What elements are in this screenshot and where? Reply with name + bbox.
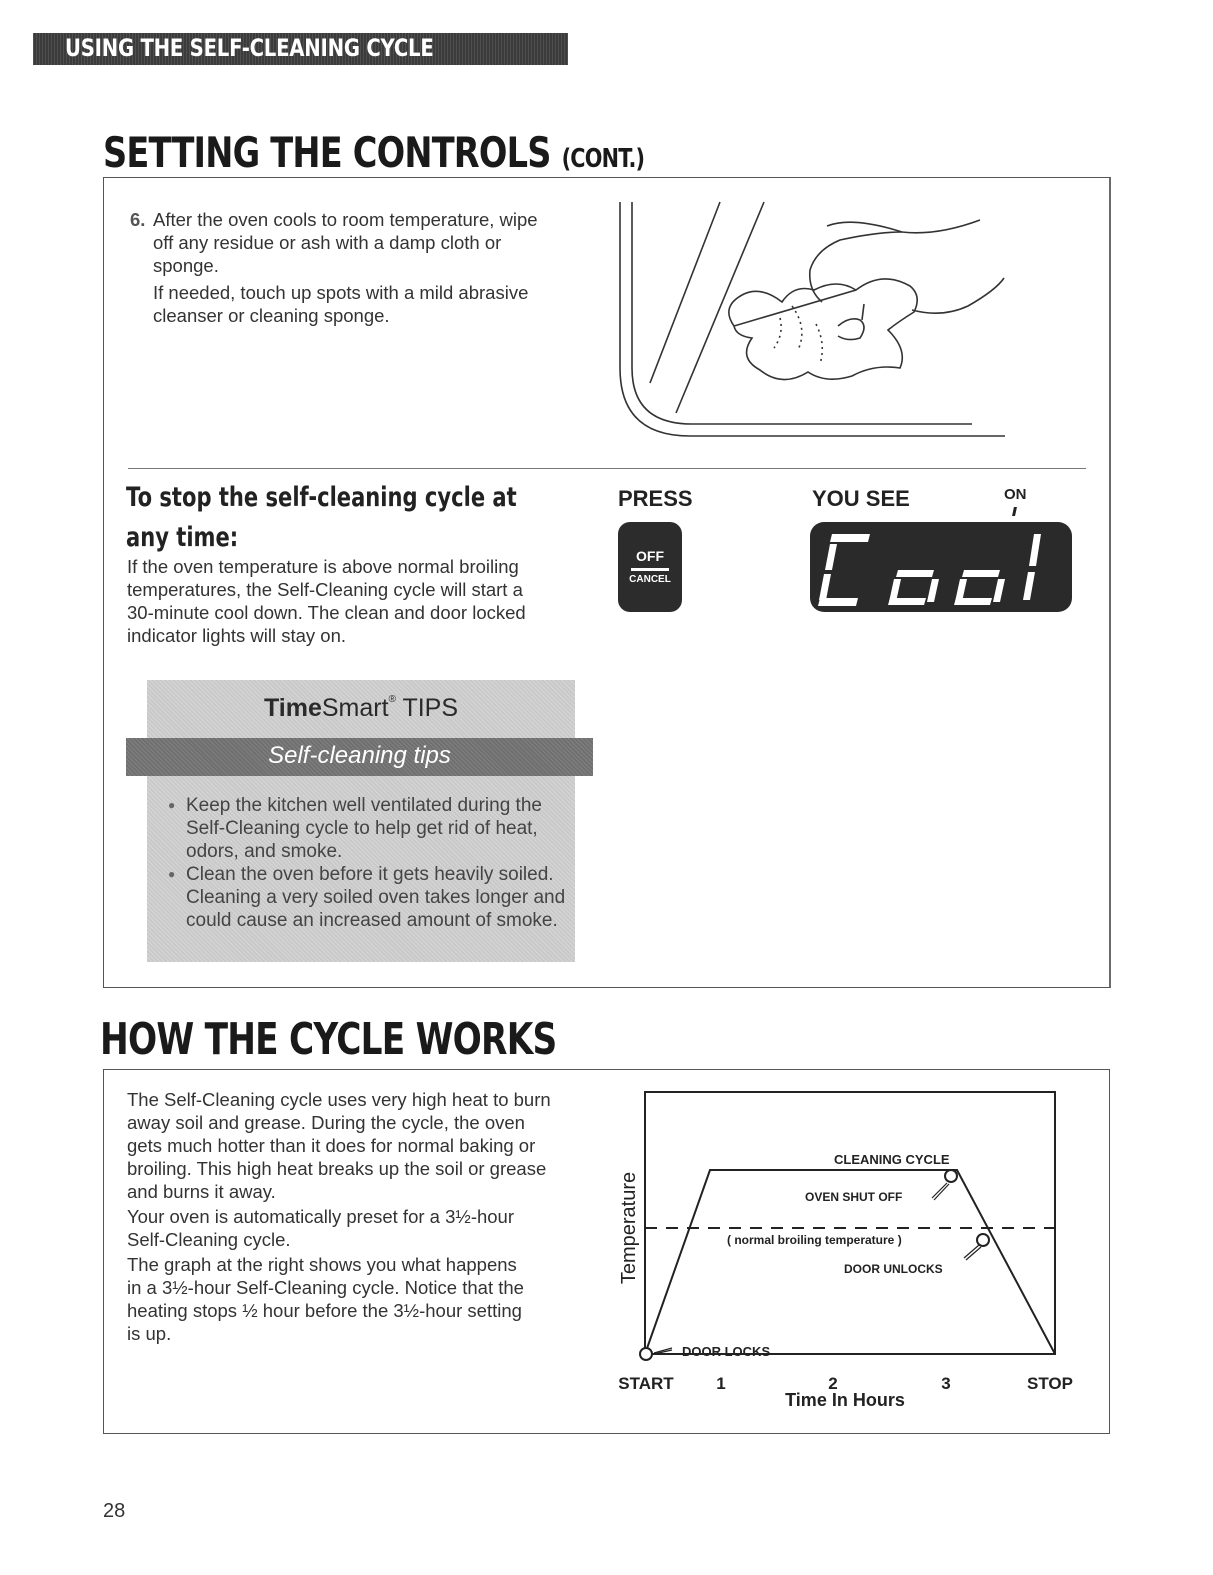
step-6 [130, 208, 600, 327]
you-see-label: YOU SEE [812, 486, 910, 511]
how-p2-line: Self-Cleaning cycle. [127, 1229, 291, 1250]
button-divider [631, 568, 669, 571]
step-line-1: After the oven cools to room temperature, wipe [153, 209, 538, 230]
how-p3-line: in a 3½-hour Self-Cleaning cycle. Notice that the [127, 1277, 524, 1298]
step-line-2: off any residue or ash with a damp cloth or [153, 232, 502, 253]
stop-cycle-body [127, 555, 587, 647]
banner-title: USING THE SELF-CLEANING CYCLE [65, 34, 434, 62]
how-p1-line: gets much hotter than it does for normal baking or [127, 1135, 536, 1156]
stop-heading-line-2: any time: [126, 522, 239, 553]
tip-item: ● Keep the kitchen well ventilated during the Self-Cleaning cycle to help get rid of heat, odors, and smoke. [162, 794, 572, 863]
how-p1-line: and burns it away. [127, 1181, 276, 1202]
section-banner [33, 33, 568, 65]
how-p3-line: The graph at the right shows you what happens [127, 1254, 517, 1275]
timesmart-tips-title [147, 694, 575, 723]
x-tick-3: 3 [941, 1374, 951, 1393]
seven-segment-readout [810, 522, 1072, 612]
x-axis-label: Time In Hours [785, 1390, 905, 1410]
cycle-graph [612, 1088, 1082, 1418]
press-label: PRESS [618, 486, 693, 511]
y-axis-label: Temperature [618, 1171, 640, 1285]
stop-body-line-2: temperatures, the Self-Cleaning cycle will start a [127, 579, 523, 600]
off-cancel-button[interactable] [618, 522, 682, 612]
x-tick-stop: STOP [1027, 1374, 1073, 1393]
setting-title-text: SETTING THE CONTROLS [103, 128, 551, 177]
how-p1-line: broiling. This high heat breaks up the soil or grease [127, 1158, 547, 1179]
how-p3-line: heating stops ½ hour before the 3½-hour setting [127, 1300, 522, 1321]
page-number: 28 [103, 1500, 126, 1522]
step-number: 6. [130, 209, 146, 230]
how-cycle-text [127, 1088, 602, 1345]
tip-item: ● Clean the oven before it gets heavily soiled. Cleaning a very soiled oven takes longer and could cause an increased amount of smoke. [162, 863, 572, 932]
step-line-3: sponge. [153, 255, 219, 276]
on-label: ON [1004, 486, 1027, 503]
wiping-oven-illustration [612, 198, 1012, 454]
stop-body-line-3: 30-minute cool down. The clean and door locked [127, 602, 526, 623]
stop-body-line-1: If the oven temperature is above normal broiling [127, 556, 519, 577]
setting-controls-title [103, 128, 644, 177]
door-locks-label: DOOR LOCKS [682, 1344, 771, 1359]
registered-mark: ® [388, 694, 396, 705]
setting-title-suffix: (CONT.) [561, 144, 645, 174]
x-tick-start: START [618, 1374, 674, 1393]
brand-smart: Smart [321, 694, 389, 722]
stop-body-line-4: indicator lights will stay on. [127, 625, 347, 646]
tips-word: TIPS [402, 694, 459, 722]
tips-list [162, 794, 572, 932]
self-cleaning-tips-band [126, 738, 593, 776]
step-extra-line-1: If needed, touch up spots with a mild abrasive [153, 282, 529, 303]
how-p1-line: The Self-Cleaning cycle uses very high heat to burn [127, 1089, 551, 1110]
door-unlocks-label: DOOR UNLOCKS [844, 1262, 943, 1276]
tips-band-title: Self-cleaning tips [268, 742, 451, 769]
x-tick-1: 1 [716, 1374, 726, 1393]
off-label: OFF [636, 548, 664, 564]
cool-display [810, 522, 1072, 612]
normal-broil-label: ( normal broiling temperature ) [727, 1233, 902, 1247]
x-tick-2: 2 [828, 1374, 838, 1393]
cleaning-cycle-label: CLEANING CYCLE [834, 1152, 950, 1167]
cancel-label: CANCEL [629, 574, 671, 585]
how-p2-line: Your oven is automatically preset for a 3½-hour [127, 1206, 515, 1227]
step-extra-line-2: cleanser or cleaning sponge. [153, 305, 390, 326]
how-p3-line: is up. [127, 1323, 172, 1344]
how-paragraph-3 [127, 1253, 602, 1345]
how-paragraph-1 [127, 1088, 602, 1203]
brand-time: Time [263, 694, 322, 722]
section-divider [128, 468, 1086, 469]
how-paragraph-2 [127, 1205, 602, 1251]
how-cycle-works-title: HOW THE CYCLE WORKS [100, 1014, 557, 1065]
how-p1-line: away soil and grease. During the cycle, the oven [127, 1112, 525, 1133]
oven-shut-off-label: OVEN SHUT OFF [805, 1190, 903, 1204]
stop-cycle-heading [126, 478, 517, 558]
stop-heading-line-1: To stop the self-cleaning cycle at [126, 482, 517, 513]
